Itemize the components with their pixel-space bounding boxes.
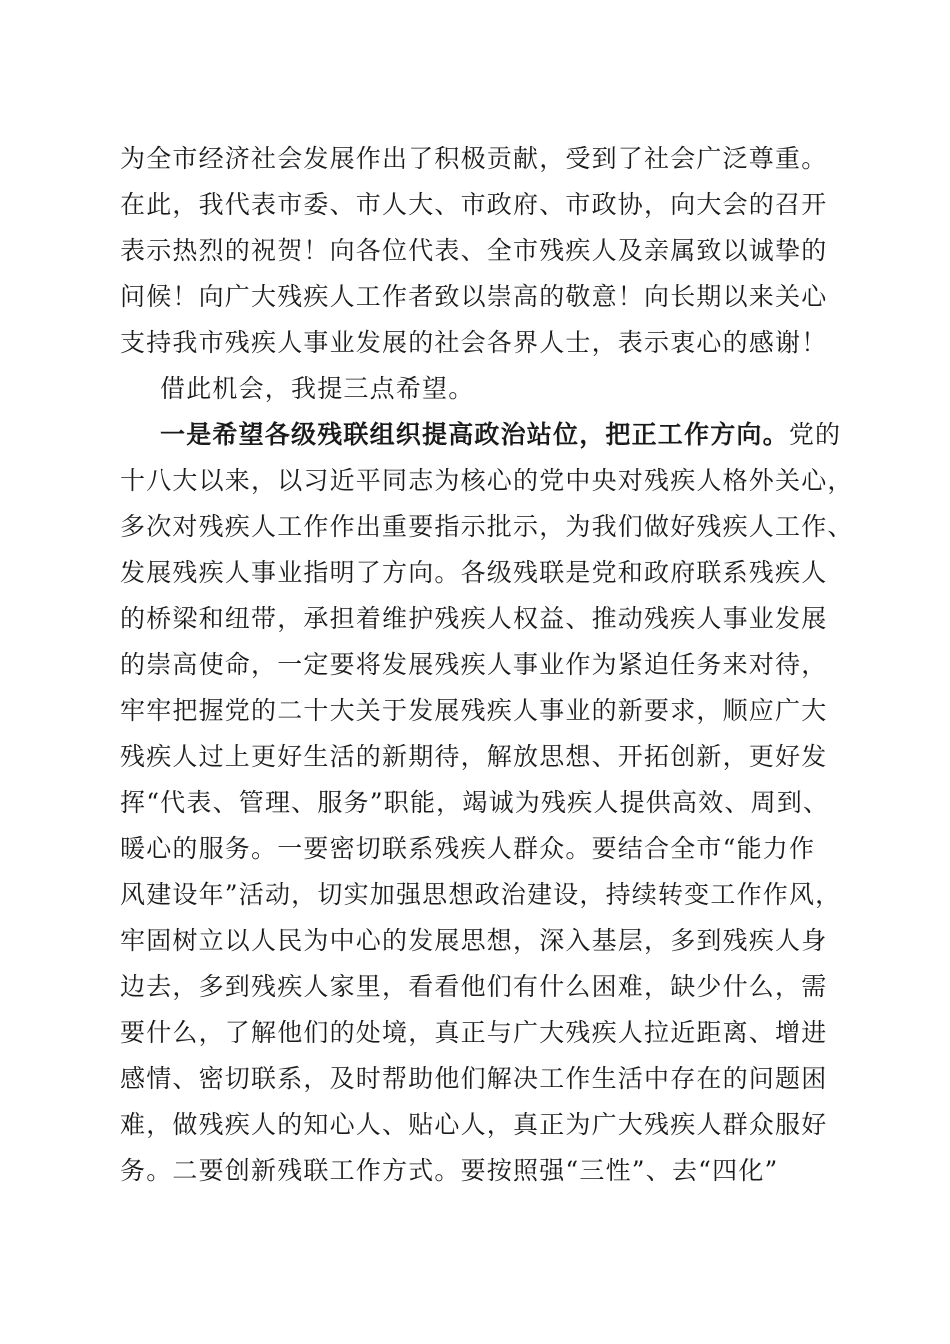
- text-line-18: 牢固树立以人民为中心的发展思想，深入基层，多到残疾人身: [120, 926, 828, 955]
- text-line-9: 多次对残疾人工作作出重要指示批示，为我们做好残疾人工作、: [120, 512, 854, 541]
- text-line-6: 借此机会，我提三点希望。: [160, 374, 475, 403]
- text-line-5: 支持我市残疾人事业发展的社会各界人士，表示衷心的感谢！: [120, 328, 828, 357]
- text-line-15: 挥“代表、管理、服务”职能，竭诚为残疾人提供高效、周到、: [120, 788, 830, 817]
- text-line-23: 务。二要创新残联工作方式。要按照强“三性”、去“四化”: [120, 1156, 779, 1185]
- text-line-21: 感情、密切联系，及时帮助他们解决工作生活中存在的问题困: [120, 1064, 828, 1093]
- point-one-heading: 一是希望各级残联组织提高政治站位，把正工作方向。: [160, 420, 789, 449]
- point-one-line: [120, 412, 860, 458]
- text-line-20: 要什么，了解他们的处境，真正与广大残疾人拉近距离、增进: [120, 1018, 828, 1047]
- text-line-22: 难，做残疾人的知心人、贴心人，真正为广大残疾人群众服好: [120, 1110, 828, 1139]
- text-line-1: 为全市经济社会发展作出了积极贡献，受到了社会广泛尊重。: [120, 144, 828, 173]
- text-line-12: 的崇高使命，一定要将发展残疾人事业作为紧迫任务来对待，: [120, 650, 828, 679]
- text-line-16: 暖心的服务。一要密切联系残疾人群众。要结合全市“能力作: [120, 834, 816, 863]
- text-line-4: 问候！向广大残疾人工作者致以崇高的敬意！向长期以来关心: [120, 282, 828, 311]
- text-line-11: 的桥梁和纽带，承担着维护残疾人权益、推动残疾人事业发展: [120, 604, 828, 633]
- text-line-2: 在此，我代表市委、市人大、市政府、市政协，向大会的召开: [120, 190, 828, 219]
- text-line-3: 表示热烈的祝贺！向各位代表、全市残疾人及亲属致以诚挚的: [120, 236, 828, 265]
- point-one-continuation: 党的: [788, 420, 842, 449]
- text-line-14: 残疾人过上更好生活的新期待，解放思想、开拓创新，更好发: [120, 742, 828, 771]
- body-text: [120, 136, 860, 1194]
- text-line-17: 风建设年”活动，切实加强思想政治建设，持续转变工作作风，: [120, 880, 842, 909]
- text-line-10: 发展残疾人事业指明了方向。各级残联是党和政府联系残疾人: [120, 558, 828, 587]
- text-line-19: 边去，多到残疾人家里，看看他们有什么困难，缺少什么，需: [120, 972, 828, 1001]
- text-line-13: 牢牢把握党的二十大关于发展残疾人事业的新要求，顺应广大: [120, 696, 828, 725]
- text-line-8: 十八大以来，以习近平同志为核心的党中央对残疾人格外关心，: [120, 466, 854, 495]
